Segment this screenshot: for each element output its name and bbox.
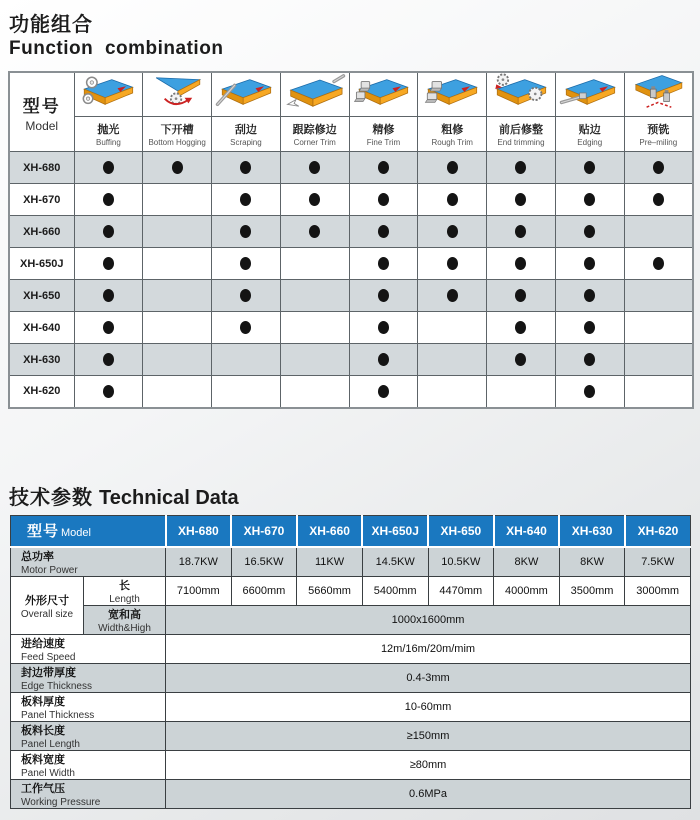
technical-value: 3500mm	[559, 577, 625, 606]
function-label-cell	[555, 117, 624, 152]
technical-model-header-zh: 型号	[27, 523, 60, 541]
model-column-header	[9, 72, 74, 152]
function-icon-cell	[280, 72, 349, 117]
technical-span-value: 1000x1600mm	[166, 606, 691, 635]
function-row-xh-620	[9, 376, 693, 408]
function-label-zh: 下开槽	[160, 124, 194, 136]
function-icon-cell	[624, 72, 693, 117]
function-dot	[240, 289, 251, 302]
function-dot	[378, 321, 389, 334]
technical-row	[11, 635, 691, 664]
technical-model-xh-650j: XH-650J	[362, 516, 428, 547]
function-label-en: Scraping	[230, 138, 262, 147]
technical-title-en: Technical Data	[99, 487, 239, 509]
function-dot-cell	[555, 312, 624, 344]
function-dot-cell	[555, 184, 624, 216]
technical-span-value: ≥80mm	[166, 751, 691, 780]
function-icon-cell	[212, 72, 281, 117]
function-dot-cell	[74, 152, 143, 184]
function-dot-cell	[349, 280, 418, 312]
function-dot-cell	[418, 376, 487, 408]
function-dot-cell	[487, 312, 556, 344]
function-dot	[240, 193, 251, 206]
function-label-en: Fine Trim	[366, 138, 401, 147]
function-dot	[584, 257, 595, 270]
function-dot-cell	[624, 248, 693, 280]
function-dot	[515, 257, 526, 270]
function-dot	[240, 161, 251, 174]
function-dot	[309, 161, 320, 174]
function-dot-cell	[349, 312, 418, 344]
technical-row	[11, 606, 691, 635]
function-dot-cell	[624, 312, 693, 344]
function-dot	[584, 385, 595, 398]
function-dot-cell	[487, 280, 556, 312]
model-name: XH-630	[9, 344, 74, 376]
technical-row-label: 板料厚度 Panel Thickness	[11, 693, 166, 722]
technical-row	[11, 722, 691, 751]
technical-value: 6600mm	[231, 577, 297, 606]
technical-value: 3000mm	[625, 577, 691, 606]
technical-value: 14.5KW	[362, 547, 428, 577]
function-dot-cell	[143, 184, 212, 216]
function-label-cell	[349, 117, 418, 152]
function-dot	[103, 257, 114, 270]
function-dot	[515, 193, 526, 206]
function-dot-cell	[280, 312, 349, 344]
function-dot-cell	[487, 152, 556, 184]
function-dot-cell	[624, 280, 693, 312]
function-row-xh-650j	[9, 248, 693, 280]
function-dot	[584, 193, 595, 206]
function-dot-cell	[74, 344, 143, 376]
technical-value: 7100mm	[166, 577, 232, 606]
function-dot-cell	[280, 152, 349, 184]
function-label-en: End trimming	[497, 138, 545, 147]
technical-span-value: 0.6MPa	[166, 780, 691, 809]
function-dot	[378, 257, 389, 270]
function-dot	[584, 289, 595, 302]
technical-section-heading	[9, 481, 239, 510]
function-label-zh: 精修	[372, 124, 395, 136]
technical-model-xh-670: XH-670	[231, 516, 297, 547]
function-row-xh-660	[9, 216, 693, 248]
function-label-cell	[74, 117, 143, 152]
function-label-en: Bottom Hogging	[148, 138, 206, 147]
function-dot-cell	[212, 344, 281, 376]
function-label-zh: 刮边	[234, 124, 257, 136]
technical-value: 11KW	[297, 547, 363, 577]
function-dot	[515, 225, 526, 238]
function-dot	[172, 161, 183, 174]
end-trimming-icon	[490, 73, 552, 111]
function-dot	[240, 321, 251, 334]
function-dot-cell	[74, 216, 143, 248]
technical-value: 8KW	[494, 547, 560, 577]
function-icon-cell	[418, 72, 487, 117]
function-dot	[653, 161, 664, 174]
technical-model-xh-630: XH-630	[559, 516, 625, 547]
function-dot	[447, 257, 458, 270]
function-dot	[378, 193, 389, 206]
function-dot-cell	[74, 280, 143, 312]
technical-row	[11, 693, 691, 722]
function-dot	[309, 225, 320, 238]
function-dot-cell	[487, 344, 556, 376]
function-label-zh: 预铣	[647, 124, 670, 136]
technical-title-zh: 技术参数	[9, 487, 93, 509]
function-label-zh: 前后修整	[498, 124, 543, 136]
function-dot	[378, 385, 389, 398]
technical-row-label: 进给速度 Feed Speed	[11, 635, 166, 664]
function-dot	[515, 289, 526, 302]
function-dot-cell	[280, 344, 349, 376]
function-dot-cell	[349, 376, 418, 408]
function-icon-cell	[143, 72, 212, 117]
function-dot-cell	[280, 376, 349, 408]
function-dot-cell	[212, 248, 281, 280]
function-dot	[240, 257, 251, 270]
function-label-cell	[280, 117, 349, 152]
technical-value: 4000mm	[494, 577, 560, 606]
function-row-xh-680	[9, 152, 693, 184]
function-title-zh: 功能组合	[9, 14, 93, 36]
technical-model-xh-620: XH-620	[625, 516, 691, 547]
function-dot-cell	[418, 344, 487, 376]
function-dot	[103, 321, 114, 334]
function-dot	[378, 353, 389, 366]
function-dot	[584, 321, 595, 334]
technical-row	[11, 664, 691, 693]
technical-row	[11, 577, 691, 606]
function-dot-cell	[143, 344, 212, 376]
function-dot-cell	[418, 248, 487, 280]
technical-row	[11, 780, 691, 809]
function-dot-cell	[280, 216, 349, 248]
bottom-hogging-icon	[146, 73, 208, 111]
technical-span-value: 0.4-3mm	[166, 664, 691, 693]
pre-milling-icon	[627, 73, 689, 111]
function-label-en: Rough Trim	[431, 138, 473, 147]
function-dot-cell	[349, 152, 418, 184]
function-dot	[584, 225, 595, 238]
function-dot-cell	[624, 184, 693, 216]
technical-row-label: 总功率 Motor Power	[11, 547, 166, 577]
function-dot	[309, 193, 320, 206]
function-label-en: Corner Trim	[293, 138, 336, 147]
function-dot-cell	[418, 184, 487, 216]
function-dot-cell	[280, 248, 349, 280]
technical-model-xh-660: XH-660	[297, 516, 363, 547]
technical-row	[11, 751, 691, 780]
function-dot	[240, 225, 251, 238]
function-dot	[103, 225, 114, 238]
function-dot-cell	[143, 216, 212, 248]
function-dot-cell	[555, 248, 624, 280]
technical-subrow-label: 宽和高 Width&High	[84, 606, 166, 635]
function-label-cell	[418, 117, 487, 152]
technical-row-label: 封边带厚度 Edge Thickness	[11, 664, 166, 693]
technical-model-xh-650: XH-650	[428, 516, 494, 547]
function-dot-cell	[555, 376, 624, 408]
fine-trim-icon	[352, 73, 414, 111]
function-dot	[378, 289, 389, 302]
function-icon-cell	[487, 72, 556, 117]
function-row-xh-670	[9, 184, 693, 216]
function-dot	[103, 385, 114, 398]
technical-value: 5400mm	[362, 577, 428, 606]
technical-subrow-label: 长 Length	[84, 577, 166, 606]
technical-group-label: 外形尺寸 Overall size	[11, 577, 84, 635]
function-dot	[447, 289, 458, 302]
function-dot	[103, 289, 114, 302]
function-icon-cell	[74, 72, 143, 117]
function-dot-cell	[349, 216, 418, 248]
function-row-xh-630	[9, 344, 693, 376]
function-dot	[584, 353, 595, 366]
function-dot-cell	[212, 216, 281, 248]
function-label-cell	[624, 117, 693, 152]
function-dot-cell	[624, 216, 693, 248]
function-dot-cell	[555, 216, 624, 248]
function-label-zh: 贴边	[578, 124, 601, 136]
function-dot-cell	[418, 216, 487, 248]
function-section-heading	[9, 8, 223, 60]
technical-span-value: 10-60mm	[166, 693, 691, 722]
technical-value: 5660mm	[297, 577, 363, 606]
technical-header-row	[11, 516, 691, 547]
buffing-icon	[77, 73, 139, 111]
function-dot	[447, 193, 458, 206]
function-label-zh: 抛光	[97, 124, 120, 136]
function-label-zh: 跟踪修边	[292, 124, 337, 136]
function-row-xh-650	[9, 280, 693, 312]
function-dot	[103, 161, 114, 174]
function-dot	[103, 193, 114, 206]
technical-value: 18.7KW	[166, 547, 232, 577]
function-dot	[515, 161, 526, 174]
model-header-zh: 型号	[22, 96, 61, 116]
function-dot-cell	[487, 184, 556, 216]
model-name: XH-660	[9, 216, 74, 248]
function-label-zh: 粗修	[441, 124, 464, 136]
function-dot-cell	[143, 376, 212, 408]
model-name: XH-620	[9, 376, 74, 408]
technical-span-value: 12m/16m/20m/mim	[166, 635, 691, 664]
function-dot-cell	[418, 152, 487, 184]
function-row-xh-640	[9, 312, 693, 344]
technical-row-label: 板料宽度 Panel Width	[11, 751, 166, 780]
technical-value: 8KW	[559, 547, 625, 577]
function-label-cell	[487, 117, 556, 152]
function-dot-cell	[349, 248, 418, 280]
technical-model-header-en: Model	[61, 527, 91, 540]
function-dot	[515, 353, 526, 366]
function-dot	[653, 193, 664, 206]
technical-value: 16.5KW	[231, 547, 297, 577]
technical-data-table	[10, 515, 691, 809]
function-dot-cell	[212, 376, 281, 408]
function-dot-cell	[212, 152, 281, 184]
function-dot-cell	[280, 280, 349, 312]
function-dot	[515, 321, 526, 334]
function-dot	[378, 225, 389, 238]
function-label-en: Buffing	[96, 138, 121, 147]
scraping-icon	[215, 73, 277, 111]
function-dot-cell	[74, 248, 143, 280]
function-dot	[378, 161, 389, 174]
function-dot	[584, 161, 595, 174]
technical-value: 10.5KW	[428, 547, 494, 577]
function-dot-cell	[555, 280, 624, 312]
technical-model-xh-640: XH-640	[494, 516, 560, 547]
function-dot-cell	[487, 376, 556, 408]
model-header-en: Model	[25, 118, 59, 133]
model-name: XH-650	[9, 280, 74, 312]
technical-value: 4470mm	[428, 577, 494, 606]
model-name: XH-640	[9, 312, 74, 344]
function-dot-cell	[624, 344, 693, 376]
function-dot	[653, 257, 664, 270]
function-dot-cell	[143, 248, 212, 280]
model-name: XH-670	[9, 184, 74, 216]
function-dot-cell	[624, 152, 693, 184]
technical-model-xh-680: XH-680	[166, 516, 232, 547]
corner-trim-icon	[284, 73, 346, 111]
function-dot-cell	[418, 280, 487, 312]
function-dot	[447, 161, 458, 174]
technical-row-label: 工作气压 Working Pressure	[11, 780, 166, 809]
function-dot-cell	[74, 312, 143, 344]
function-dot	[447, 225, 458, 238]
function-dot-cell	[212, 312, 281, 344]
function-dot-cell	[74, 184, 143, 216]
model-name: XH-680	[9, 152, 74, 184]
function-dot-cell	[349, 184, 418, 216]
technical-value: 7.5KW	[625, 547, 691, 577]
function-label-en: Edging	[577, 138, 603, 147]
function-dot-cell	[555, 152, 624, 184]
function-dot-cell	[280, 184, 349, 216]
function-combination-table	[8, 71, 694, 409]
function-label-cell	[212, 117, 281, 152]
function-dot-cell	[349, 344, 418, 376]
function-dot-cell	[555, 344, 624, 376]
technical-model-header	[11, 516, 166, 547]
function-dot-cell	[624, 376, 693, 408]
function-title-en: Function combination	[9, 38, 224, 59]
function-dot-cell	[143, 280, 212, 312]
function-dot-cell	[487, 216, 556, 248]
function-dot-cell	[143, 312, 212, 344]
function-label-cell	[143, 117, 212, 152]
technical-row-label: 板料长度 Panel Length	[11, 722, 166, 751]
technical-span-value: ≥150mm	[166, 722, 691, 751]
rough-trim-icon	[421, 73, 483, 111]
function-icon-cell	[555, 72, 624, 117]
function-label-en: Pre–miling	[639, 138, 678, 147]
function-dot-cell	[74, 376, 143, 408]
model-name: XH-650J	[9, 248, 74, 280]
function-dot-cell	[418, 312, 487, 344]
function-dot-cell	[212, 280, 281, 312]
technical-row	[11, 547, 691, 577]
function-icon-cell	[349, 72, 418, 117]
function-dot-cell	[143, 152, 212, 184]
function-dot-cell	[212, 184, 281, 216]
function-dot-cell	[487, 248, 556, 280]
function-dot	[103, 353, 114, 366]
edging-icon	[559, 73, 621, 111]
